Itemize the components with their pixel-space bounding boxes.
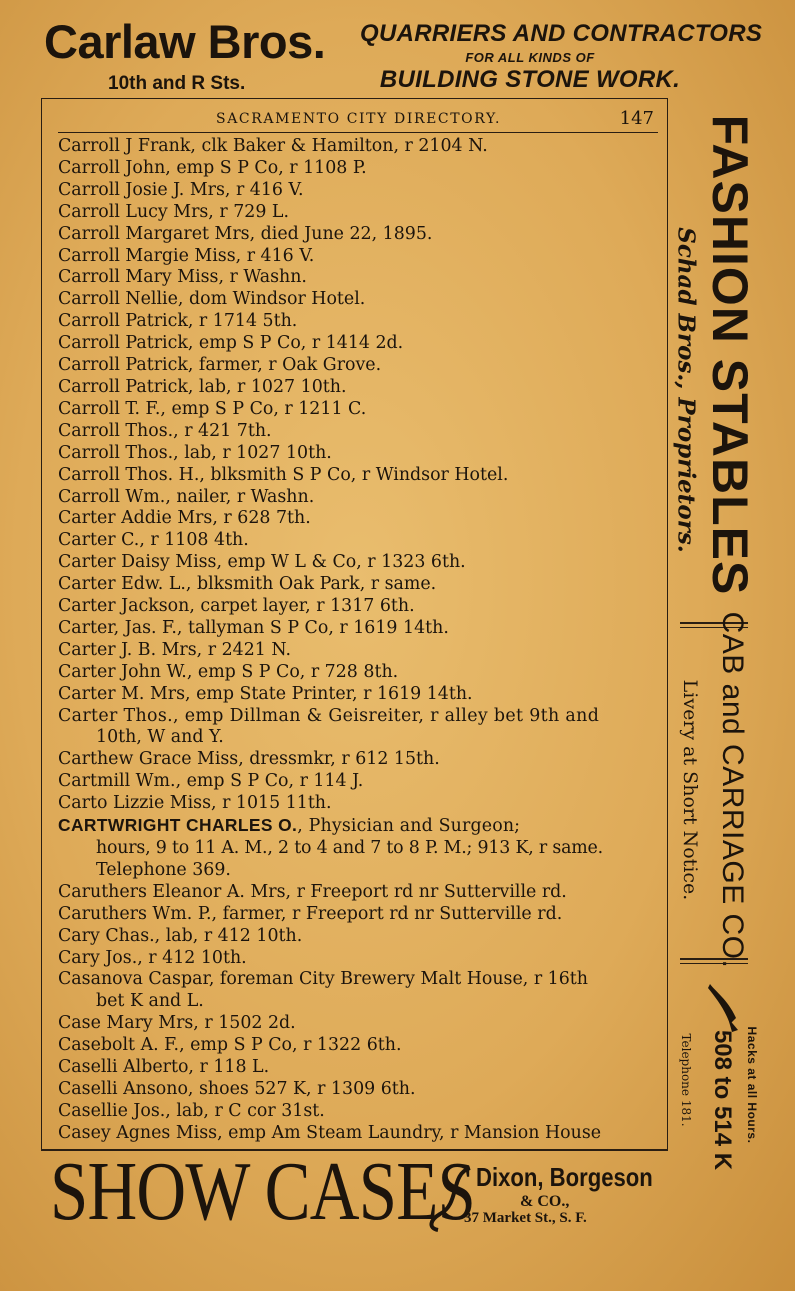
- side-ad-fashion-stables: [700, 100, 760, 610]
- directory-entry: Case Mary Mrs, r 1502 2d.: [58, 1013, 296, 1034]
- directory-entry: Carter M. Mrs, emp State Printer, r 1619 14th.: [58, 683, 473, 704]
- directory-entry: Carter Thos., emp Dillman & Geisreiter, r alley bet 9th and: [58, 705, 600, 726]
- directory-entry: Caselli Alberto, r 118 L.: [58, 1057, 270, 1078]
- directory-entry: Cartmill Wm., emp S P Co, r 114 J.: [58, 771, 364, 792]
- directory-entry: Caruthers Eleanor A. Mrs, r Freeport rd nr Sutterville rd.: [58, 881, 567, 902]
- directory-entry: Casey Agnes Miss, emp Am Steam Laundry, r Mansion House: [58, 1122, 602, 1143]
- side-ad-1-subtitle: Schad Bros., Proprietors.: [672, 227, 700, 553]
- directory-entry: Casanova Caspar, foreman City Brewery Malt House, r 16th: [58, 969, 588, 990]
- directory-entry: Carroll J Frank, clk Baker & Hamilton, r 2104 N.: [58, 136, 488, 156]
- directory-entry: Carter Jackson, carpet layer, r 1317 6th.: [58, 596, 415, 617]
- directory-entry: Carroll Nellie, dom Windsor Hotel.: [58, 289, 366, 310]
- directory-entry: Carter, Jas. F., tallyman S P Co, r 1619 14th.: [58, 617, 449, 638]
- directory-entry: Carter Edw. L., blksmith Oak Park, r same.: [58, 574, 437, 595]
- directory-entry: Carter J. B. Mrs, r 2421 N.: [58, 639, 291, 660]
- bottom-ad-firm: Dixon, Borgeson: [476, 1162, 653, 1192]
- featured-entry-hours: hours, 9 to 11 A. M., 2 to 4 and 7 to 8 P. M.; 913 K, r same.: [96, 838, 603, 858]
- directory-entry: Carroll Margaret Mrs, died June 22, 1895.: [58, 223, 433, 244]
- directory-entry: Casebolt A. F., emp S P Co, r 1322 6th.: [58, 1035, 402, 1056]
- directory-entry: Carter Daisy Miss, emp W L & Co, r 1323 6th.: [58, 552, 466, 573]
- side-ad-3-telephone: Telephone 181.: [679, 1033, 693, 1127]
- directory-entry: Carroll Thos., r 421 7th.: [58, 420, 272, 441]
- pointing-hand-icon: [706, 978, 740, 1034]
- directory-entry: Caselli Ansono, shoes 527 K, r 1309 6th.: [58, 1078, 416, 1099]
- directory-entry-continued: 10th, W and Y.: [96, 727, 224, 748]
- top-ad-tagline-1: QUARRIERS AND CONTRACTORS: [360, 20, 763, 47]
- directory-entry: Carter John W., emp S P Co, r 728 8th.: [58, 661, 399, 682]
- featured-entry-profession: , Physician and Surgeon;: [297, 816, 521, 837]
- directory-entries: [58, 136, 660, 1145]
- featured-entry-telephone: Telephone 369.: [96, 859, 231, 880]
- directory-entry: Carter C., r 1108 4th.: [58, 530, 249, 551]
- directory-entry: Carter Addie Mrs, r 628 7th.: [58, 508, 311, 529]
- directory-entry: Cary Chas., lab, r 412 10th.: [58, 925, 303, 946]
- bottom-ad-title: SHOW CASES: [50, 1145, 475, 1238]
- directory-entry-continued: bet K and L.: [96, 991, 204, 1012]
- directory-entry: Carroll Lucy Mrs, r 729 L.: [58, 201, 290, 222]
- directory-entry: Cary Jos., r 412 10th.: [58, 947, 247, 968]
- top-ad-tagline-2: FOR ALL KINDS OF: [465, 50, 595, 65]
- directory-entry: Carthew Grace Miss, dressmkr, r 612 15th.: [58, 749, 440, 770]
- side-ad-1-title: FASHION STABLES: [702, 114, 758, 596]
- featured-entry: [58, 815, 660, 838]
- directory-entry: Carroll Patrick, r 1714 5th.: [58, 311, 298, 332]
- directory-entry: Carroll John, emp S P Co, r 1108 P.: [58, 157, 367, 178]
- directory-entry: Carroll Patrick, emp S P Co, r 1414 2d.: [58, 333, 404, 354]
- bottom-ad-address: 37 Market St., S. F.: [464, 1210, 587, 1226]
- side-divider: [680, 958, 748, 960]
- side-ad-3-hours: Hacks at all Hours.: [745, 1026, 759, 1144]
- directory-entry: Casellie Jos., lab, r C cor 31st.: [58, 1100, 325, 1121]
- directory-entry: Carroll T. F., emp S P Co, r 1211 C.: [58, 398, 367, 419]
- directory-entry: Carto Lizzie Miss, r 1015 11th.: [58, 793, 332, 814]
- running-title: SACRAMENTO CITY DIRECTORY.: [216, 111, 502, 127]
- directory-entry: Carroll Patrick, farmer, r Oak Grove.: [58, 355, 382, 376]
- side-ad-2-subtitle: Livery at Short Notice.: [679, 679, 701, 901]
- directory-entry: Caruthers Wm. P., farmer, r Freeport rd nr Sutterville rd.: [58, 903, 563, 924]
- side-ad-2-title: CAB and CARRIAGE CO.: [716, 611, 749, 969]
- top-ad-tagline-3: BUILDING STONE WORK.: [379, 66, 681, 93]
- directory-entry: Carroll Josie J. Mrs, r 416 V.: [58, 179, 304, 200]
- featured-entry-name: CARTWRIGHT CHARLES O.: [58, 815, 298, 836]
- directory-entry: Carroll Thos. H., blksmith S P Co, r Windsor Hotel.: [58, 464, 509, 485]
- directory-entry: Carroll Patrick, lab, r 1027 10th.: [58, 376, 347, 397]
- directory-entry: Carroll Margie Miss, r 416 V.: [58, 245, 315, 266]
- side-divider: [680, 963, 748, 964]
- directory-entry: Carroll Thos., lab, r 1027 10th.: [58, 442, 332, 463]
- side-ad-3-address: 508 to 514 K: [709, 1029, 736, 1171]
- directory-entry: Carroll Wm., nailer, r Washn.: [58, 486, 315, 507]
- directory-entry: Carroll Mary Miss, r Washn.: [58, 267, 307, 288]
- bottom-ad-co: & CO.,: [520, 1193, 570, 1210]
- top-ad-address: 10th and R Sts.: [108, 73, 246, 94]
- running-head: [58, 108, 658, 133]
- page-number: 147: [619, 108, 654, 129]
- top-ad-name: Carlaw Bros.: [44, 15, 326, 68]
